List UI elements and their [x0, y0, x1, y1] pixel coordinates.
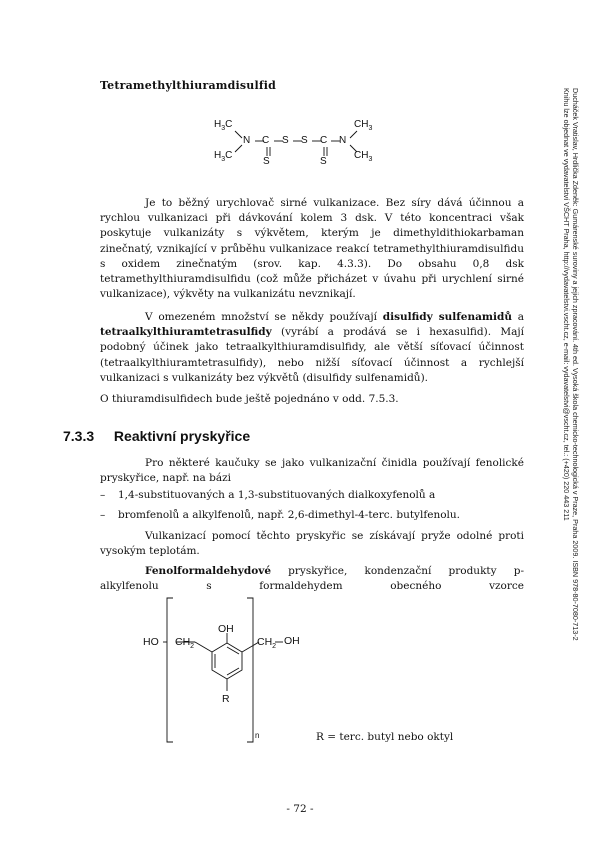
methylene-left: $CH_2$ [175, 636, 195, 651]
nitrogen-right: N [339, 135, 347, 146]
list-item [100, 508, 460, 523]
paragraph-text: Je to běžný urychlovač sirné vulkanizace. Bez síry dává účinnou a rychlou vulkanizaci při dávkování kolem 3 dsk. V této koncentraci však poskytuje vulkanizáty s výkvětem, kterým je dimethyldithiokarbaman zinečnatý, vznikající v průběhu vulkanizace reakcí tetramethylthiuramdisulfidu s oxidem zinečnatým (srov. kap. 4.3.3). Do obsahu 0,8 dsk tetramethylthiuramdisulfidu (což může přicházet v úvahu při urychlení sirné vulkanizace), výkvěty na vulkanizátu nevznikají. [100, 197, 524, 301]
p2-text-e: (vyrábí a prodává se i hexasulfid). Mají podobný účinek jako tetraalkylthiuramdisulfidy, ale větší síťovací účinnost (tetraalkylthiuramtetrasulfidy), nebo nižší síťovací účinnost a rychlejší vulkanizaci s vulkanizáty bez výkvětů (disulfidy sulfenamidů). [100, 326, 524, 384]
methyl-right-top: $CH_3$ [354, 119, 373, 132]
list-item [100, 488, 435, 503]
thione-sulfur-left: S [263, 156, 270, 167]
page-number: - 72 - [286, 803, 314, 815]
side-citation [548, 88, 588, 641]
paragraph-text: Vulkanizací pomocí těchto pryskyřic se získávají pryže odolné proti vysokým teplotám. [100, 530, 524, 558]
paragraph-reference [100, 392, 524, 407]
paragraph-phenol-formaldehyde [100, 564, 524, 594]
methyl-left-top: $H_3C$ [214, 119, 233, 132]
p6-bold-term: Fenolformaldehydové [145, 565, 272, 577]
methylene-right: $CH_2$ [257, 636, 277, 651]
side-citation-line-2: Knihu lze objednat ve vydavatelství VŠCHT Praha, http://vydavatelstvi.vscht.cz, e-mail: vydavatelstvi@vscht.cz, tel.: (+420) 220 443 211 [562, 88, 571, 521]
list-item-text: bromfenolů a alkylfenolů, např. 2,6-dimethyl-4-terc. butylfenolu. [118, 509, 460, 521]
alkyl-group-r: R [222, 693, 230, 705]
resin-formula-right-hydroxyl [275, 630, 315, 650]
tmtd-structural-formula [200, 110, 380, 174]
sulfur-2: S [301, 135, 308, 146]
p2-text-a: V omezeném množství se někdy používají [145, 311, 383, 323]
paragraph-phenolic-resins [100, 456, 524, 486]
bullet-dash: – [100, 509, 106, 521]
sulfur-1: S [282, 135, 289, 146]
reference-text: O thiuramdisulfidech bude ještě pojednáno v odd. 7.5.3. [100, 393, 399, 405]
bullet-dash: – [100, 489, 106, 501]
side-citation-line-1: Ducháček Vratislav, Hrdlička Zdeněk: Gumárenské suroviny a jejich zpracování. 4th ed. Vysoká škola chemicko-technologická v Praze, Praha 2009. ISBN 978-80-7080-713-2 [571, 88, 580, 641]
nitrogen-left: N [243, 135, 251, 146]
paragraph-tmtd-description [100, 196, 524, 302]
resin-structural-formula [135, 595, 275, 745]
p2-text-c: a [512, 311, 524, 323]
list-item-text: 1,4-substituovaných a 1,3-substituovaných dialkoxyfenolů a [118, 489, 436, 501]
methyl-left-bottom: $H_3C$ [214, 150, 233, 163]
methyl-right-bottom: $CH_3$ [354, 150, 373, 163]
section-number: 7.3.3 [63, 428, 95, 444]
repeat-index: n [255, 731, 260, 740]
hydroxyl-left: HO [143, 636, 159, 648]
hydroxyl-right: OH [284, 635, 300, 647]
carbon-right: C [320, 135, 328, 146]
section-heading [63, 428, 250, 444]
hydroxyl-top: OH [218, 623, 234, 635]
paragraph-text: Pro některé kaučuky se jako vulkanizační činidla používají fenolické pryskyřice, např. na bázi [100, 457, 524, 485]
compound-title: Tetramethylthiuramdisulfid [100, 79, 277, 92]
resin-formula-lines [135, 595, 275, 745]
thione-sulfur-right: S [320, 156, 327, 167]
p2-bold-tetrasulfidy: tetraalkylthiuramtetrasulfidy [100, 326, 272, 339]
paragraph-sulfenamide [100, 310, 524, 386]
p6-text: pryskyřice, kondenzační produkty p-alkylfenolu s formaldehydem obecného vzorce [100, 565, 524, 593]
carbon-left: C [262, 135, 270, 146]
paragraph-vulcanization [100, 529, 524, 559]
p2-bold-disulfidy: disulfidy sulfenamidů [382, 311, 512, 323]
section-title: Reaktivní pryskyřice [113, 428, 251, 444]
substituent-caption: R = terc. butyl nebo oktyl [316, 731, 454, 743]
